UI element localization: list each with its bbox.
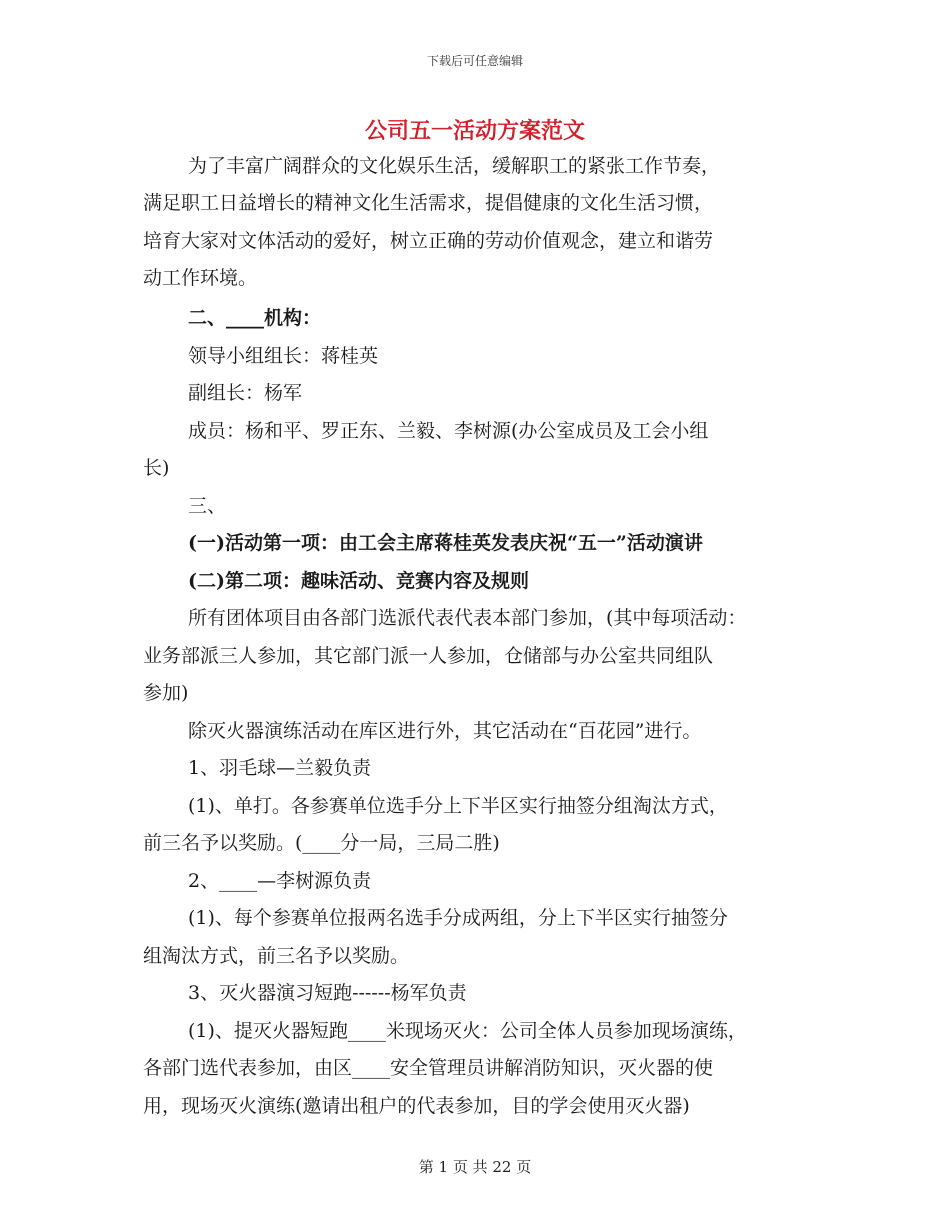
paragraph-line: (1)、提灭火器短跑____米现场灭火：公司全体人员参加现场演练， <box>188 1020 747 1042</box>
paragraph-line: 培育大家对文体活动的爱好，树立正确的劳动价值观念，建立和谐劳 <box>143 230 714 252</box>
paragraph-line: 为了丰富广阔群众的文化娱乐生活，缓解职工的紧张工作节奏， <box>188 155 721 177</box>
paragraph-line: 组淘汰方式，前三名予以奖励。 <box>143 945 410 967</box>
paragraph-line: (1)、单打。各参赛单位选手分上下半区实行抽签分组淘汰方式， <box>188 795 728 817</box>
subsection-heading: (二)第二项：趣味活动、竞赛内容及规则 <box>188 570 529 592</box>
section-heading: 二、____机构： <box>188 307 322 329</box>
page-number: 第 1 页 共 22 页 <box>418 1158 532 1176</box>
paragraph-line: 参加) <box>143 682 189 704</box>
paragraph-line: 领导小组组长：蒋桂英 <box>188 345 379 367</box>
paragraph-line: 满足职工日益增长的精神文化生活需求，提倡健康的文化生活习惯， <box>143 192 714 214</box>
paragraph-line: 成员：杨和平、罗正东、兰毅、李树源(办公室成员及工会小组 <box>188 420 709 442</box>
paragraph-line: 除灭火器演练活动在库区进行外，其它活动在“百花园”进行。 <box>188 720 702 742</box>
paragraph-line: 前三名予以奖励。(____分一局，三局二胜) <box>143 832 500 854</box>
paragraph-line: 长) <box>143 457 170 479</box>
paragraph-line: 动工作环境。 <box>143 267 258 289</box>
paragraph-line: (1)、每个参赛单位报两名选手分成两组，分上下半区实行抽签分 <box>188 907 728 929</box>
paragraph-line: 用，现场灭火演练(邀请出租户的代表参加，目的学会使用灭火器) <box>143 1095 690 1117</box>
list-item-heading: 2、____—李树源负责 <box>188 870 372 892</box>
document-title: 公司五一活动方案范文 <box>364 118 585 144</box>
paragraph-line: 副组长：杨军 <box>188 382 303 404</box>
paragraph-line: 所有团体项目由各部门选派代表代表本部门参加，(其中每项活动： <box>188 607 747 629</box>
subsection-heading: (一)活动第一项：由工会主席蒋桂英发表庆祝“五一”活动演讲 <box>188 532 703 554</box>
list-item-heading: 1、羽毛球—兰毅负责 <box>188 757 372 779</box>
list-item-heading: 3、灭火器演习短跑------杨军负责 <box>188 982 467 1004</box>
paragraph-line: 各部门选代表参加，由区____安全管理员讲解消防知识，灭火器的使 <box>143 1057 714 1079</box>
section-heading: 三、 <box>188 495 227 517</box>
paragraph-line: 业务部派三人参加，其它部门派一人参加，仓储部与办公室共同组队 <box>143 645 714 667</box>
page-header-note: 下载后可任意编辑 <box>426 54 523 68</box>
